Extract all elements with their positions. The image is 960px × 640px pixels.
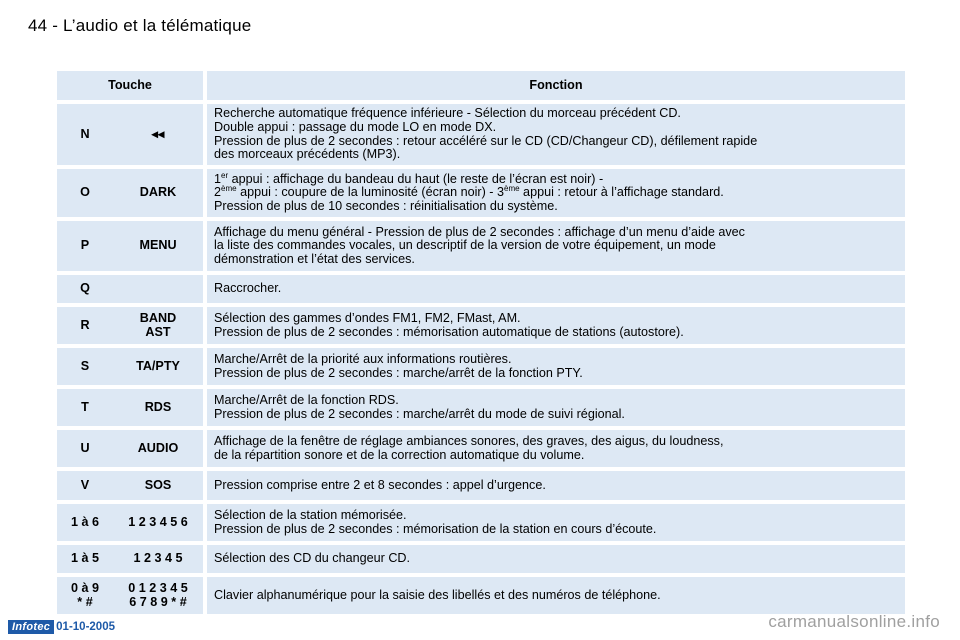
row-letter: N — [57, 104, 113, 165]
row-key: SOS — [113, 471, 203, 500]
row-function: Pression comprise entre 2 et 8 secondes : appel d’urgence. — [207, 471, 905, 500]
row-key: MENU — [113, 221, 203, 271]
text-part: Pression de plus de 10 secondes : réinitialisation du système. — [214, 198, 558, 213]
row-letter: 1 à 5 — [57, 545, 113, 573]
infotec-logo: Infotec — [8, 620, 54, 634]
table-row — [57, 348, 905, 385]
superscript: ème — [504, 184, 520, 194]
table-row — [57, 307, 905, 344]
row-function: Marche/Arrêt de la priorité aux informations routières. Pression de plus de 2 secondes : marche/arrêt de la fonction PTY. — [207, 348, 905, 385]
column-header-key: Touche — [57, 71, 203, 100]
row-key: RDS — [113, 389, 203, 426]
table-header-row — [57, 71, 905, 100]
row-function — [207, 169, 905, 217]
table-row — [57, 169, 905, 217]
controls-table — [57, 67, 905, 618]
rewind-icon: ◂◂ — [151, 126, 165, 141]
table-row — [57, 471, 905, 500]
row-key: AUDIO — [113, 430, 203, 467]
row-letter: U — [57, 430, 113, 467]
row-letter: S — [57, 348, 113, 385]
row-key: TA/PTY — [113, 348, 203, 385]
superscript: ème — [221, 184, 237, 194]
row-letter: 0 à 9 * # — [57, 577, 113, 614]
row-function: Affichage du menu général - Pression de plus de 2 secondes : affichage d’un menu d’aide avec la liste des commandes vocales, un descriptif de la version de votre équipement, un mode démonstration et l’état des services. — [207, 221, 905, 271]
row-key: 0 1 2 3 4 5 6 7 8 9 * # — [113, 577, 203, 614]
table-row — [57, 504, 905, 541]
row-function: Sélection des CD du changeur CD. — [207, 545, 905, 573]
column-header-function: Fonction — [207, 71, 905, 100]
row-function: Sélection de la station mémorisée. Pression de plus de 2 secondes : mémorisation de la station en cours d’écoute. — [207, 504, 905, 541]
page-title: 44 - L’audio et la télématique — [28, 16, 252, 35]
row-letter: T — [57, 389, 113, 426]
text-part: appui : coupure de la luminosité (écran noir) - 3 — [236, 185, 504, 200]
row-letter: V — [57, 471, 113, 500]
table-row — [57, 389, 905, 426]
text-part: 2 — [214, 185, 222, 200]
text-part: appui : affichage du bandeau du haut (le reste de l’écran est noir) - — [228, 171, 604, 186]
row-letter: R — [57, 307, 113, 344]
row-letter: 1 à 6 — [57, 504, 113, 541]
table-row — [57, 545, 905, 573]
row-key — [113, 275, 203, 303]
row-function: Clavier alphanumérique pour la saisie des libellés et des numéros de téléphone. — [207, 577, 905, 614]
row-letter: Q — [57, 275, 113, 303]
table-row — [57, 430, 905, 467]
footer — [8, 620, 115, 634]
row-key — [113, 104, 203, 165]
row-letter: P — [57, 221, 113, 271]
row-key: BAND AST — [113, 307, 203, 344]
superscript: er — [221, 170, 229, 180]
row-key: DARK — [113, 169, 203, 217]
row-letter: O — [57, 169, 113, 217]
table-row — [57, 104, 905, 165]
row-key: 1 2 3 4 5 6 — [113, 504, 203, 541]
text-part: 1 — [214, 171, 222, 186]
row-function: Marche/Arrêt de la fonction RDS. Pression de plus de 2 secondes : marche/arrêt du mode de suivi régional. — [207, 389, 905, 426]
footer-date: 01-10-2005 — [56, 621, 115, 633]
row-function: Recherche automatique fréquence inférieure - Sélection du morceau précédent CD. Double appui : passage du mode LO en mode DX. Pression de plus de 2 secondes : retour accéléré sur le CD (CD/Changeur CD), défilement rapide des morceaux précédents (MP3). — [207, 104, 905, 165]
table-row — [57, 221, 905, 271]
row-function: Sélection des gammes d’ondes FM1, FM2, FMast, AM. Pression de plus de 2 secondes : mémorisation automatique de stations (autostore). — [207, 307, 905, 344]
watermark: carmanualsonline.info — [768, 612, 940, 631]
table-row — [57, 275, 905, 303]
text-part: appui : retour à l’affichage standard. — [519, 185, 724, 200]
row-function: Raccrocher. — [207, 275, 905, 303]
row-function: Affichage de la fenêtre de réglage ambiances sonores, des graves, des aigus, du loudness, de la répartition sonore et de la correction automatique du volume. — [207, 430, 905, 467]
row-key: 1 2 3 4 5 — [113, 545, 203, 573]
table-row — [57, 577, 905, 614]
